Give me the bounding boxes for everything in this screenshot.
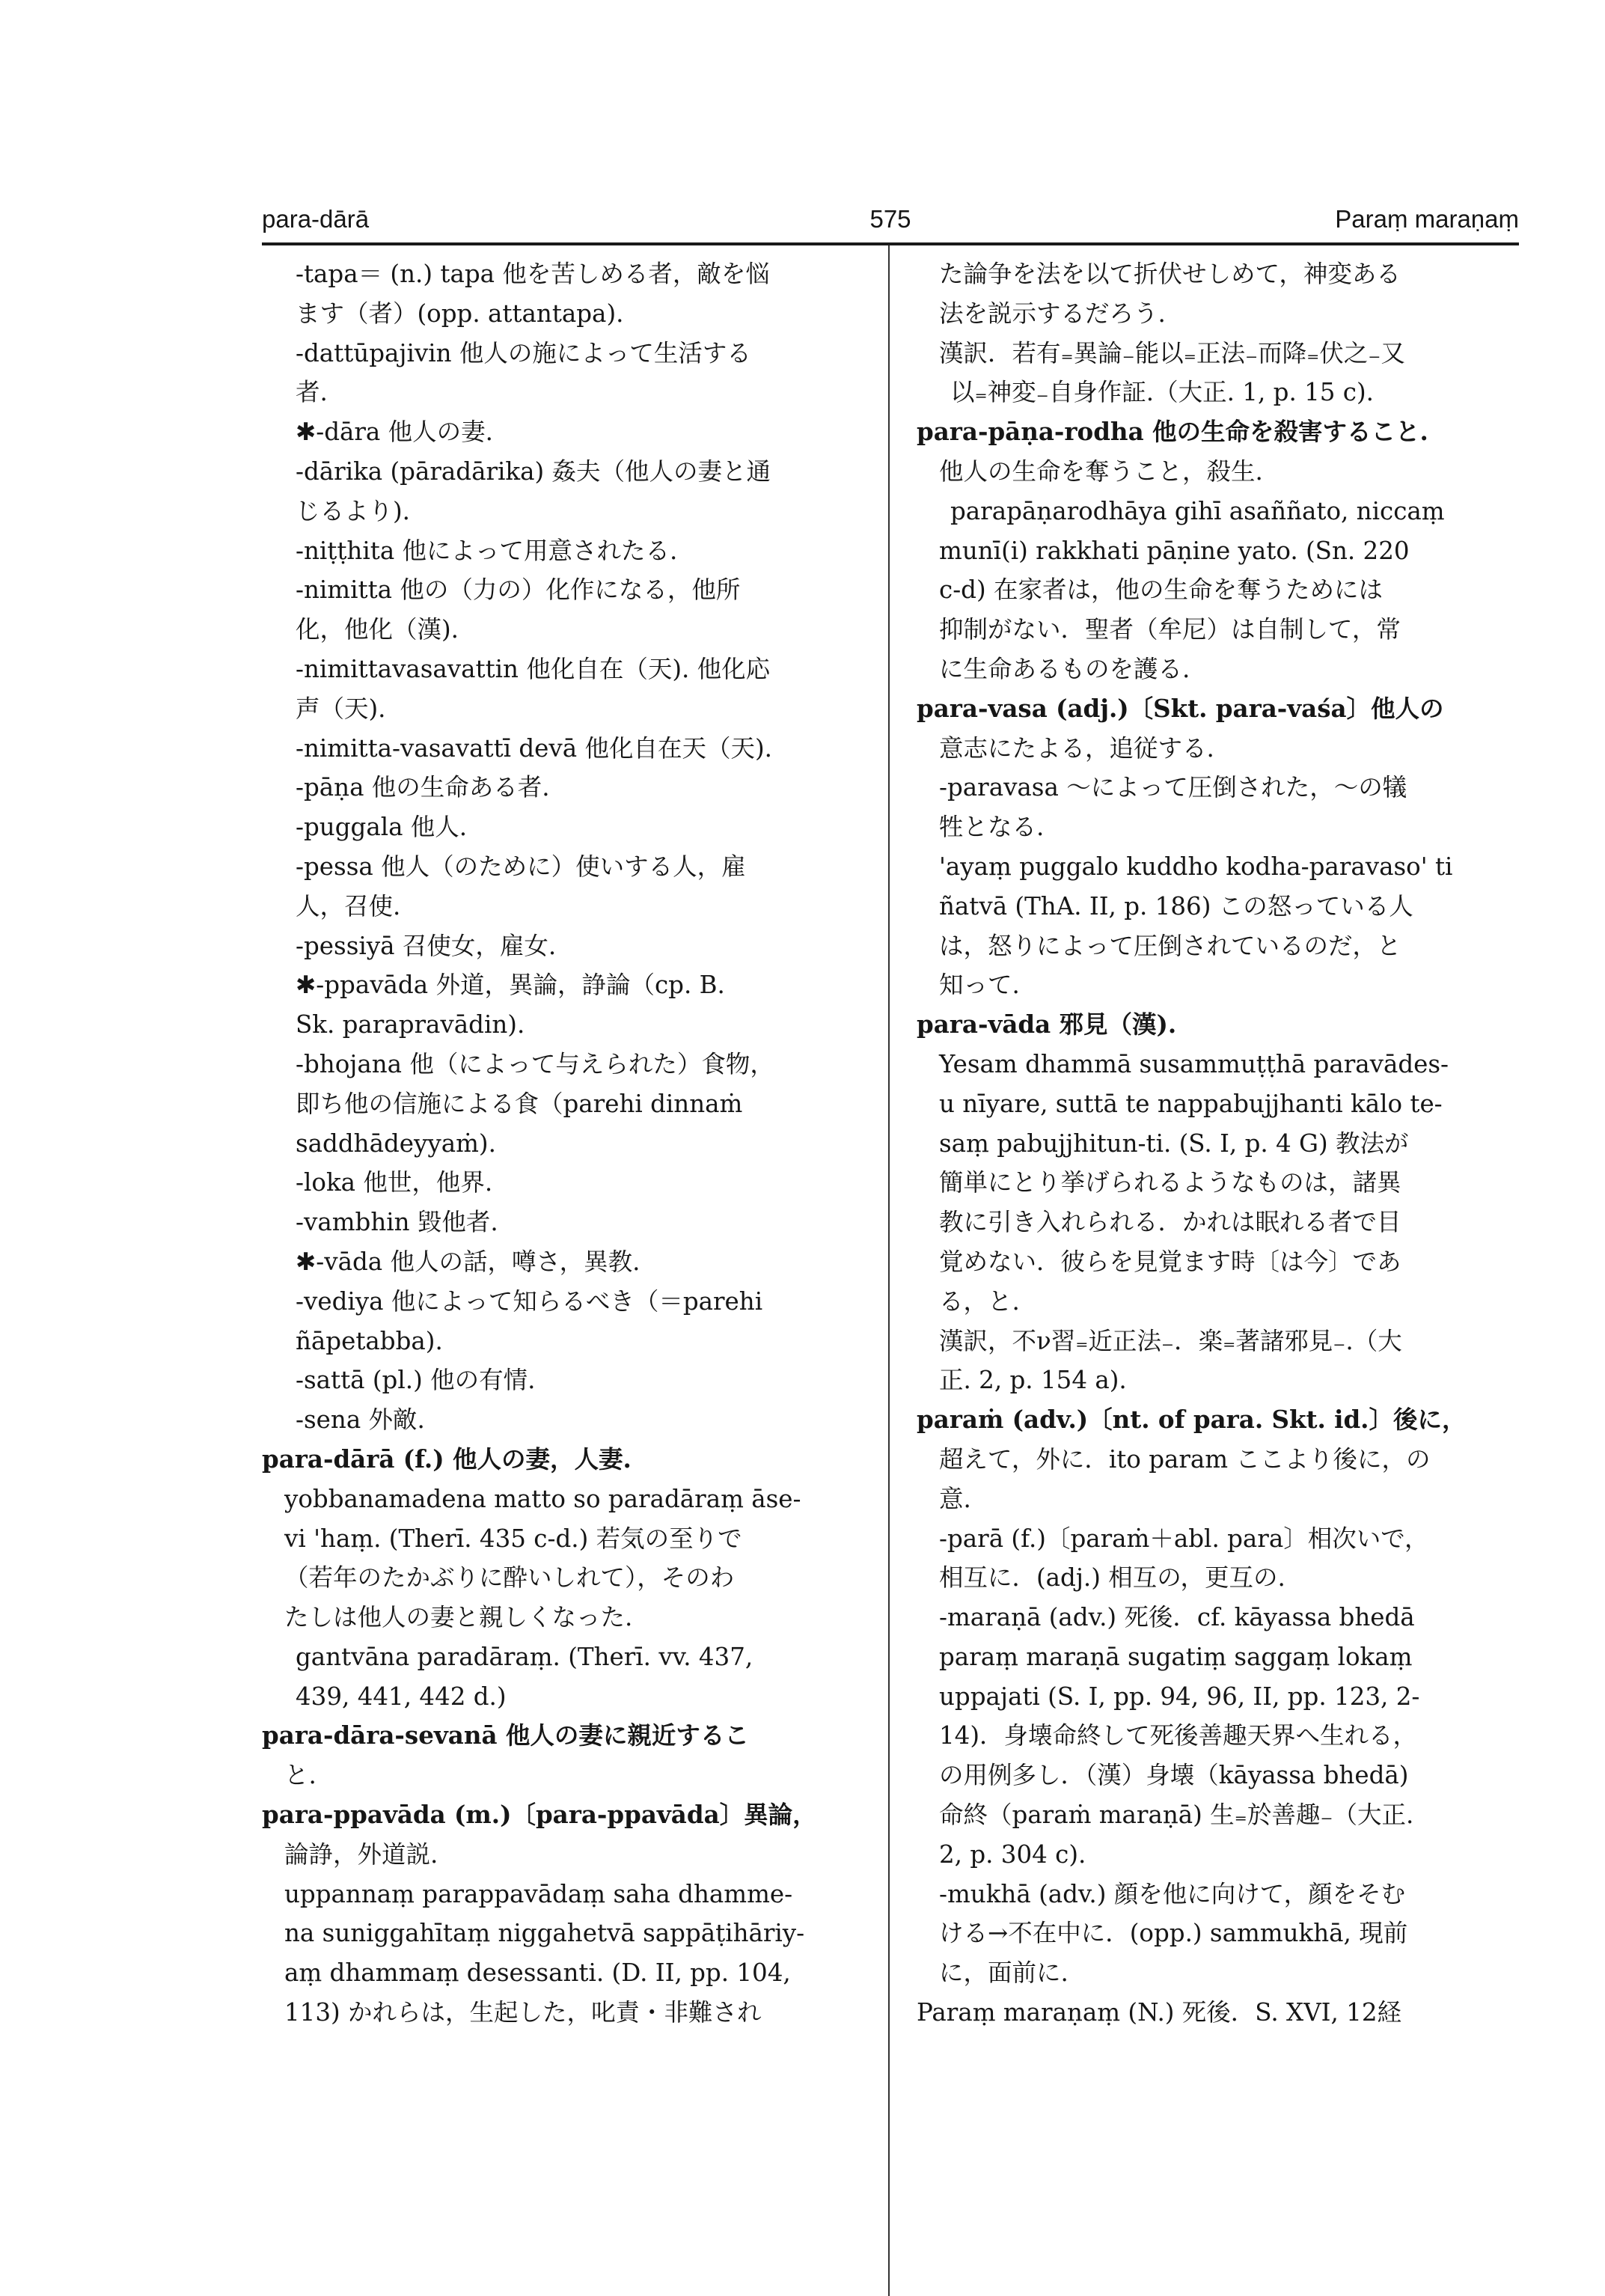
entry-text-line: 化，他化（漢).: [296, 615, 459, 644]
entry-text-line: -nimitta 他の（力の）化作になる，他所: [296, 575, 741, 605]
entry-text-line: 漢訳，不ν習₌近正法₋．楽₌著諸邪見₋.（大: [939, 1326, 1402, 1355]
entry-text-line: ✱-dāra 他人の妻.: [296, 418, 493, 447]
entry-text-line: 簡単にとり挙げられるようなものは，諸異: [939, 1168, 1401, 1197]
right-column: [917, 254, 1519, 2033]
entry-text-line: 抑制がない．聖者（牟尼）は自制して，常: [939, 615, 1401, 644]
entry-text-line: Yesam dhammā susammuṭṭhā paravādes-: [939, 1049, 1449, 1078]
entry-text-line: ñāpetabba).: [296, 1326, 443, 1355]
header-right-guideword: Paraṃ maraṇaṃ: [1335, 205, 1519, 233]
entry-text-line: 113) かれらは，生起した，叱責・非難され: [284, 1998, 762, 2027]
entry-text-line: vi 'haṃ. (Therī. 435 c-d.) 若気の至りで: [284, 1524, 742, 1553]
entry-text-line: parapāṇarodhāya gihī asaññato, niccaṃ: [950, 496, 1445, 525]
entry-text-line: saddhādeyyaṁ).: [296, 1129, 496, 1158]
entry-text-line: に，面前に.: [939, 1958, 1069, 1988]
entry-text-line: -pessiyā 召使女，雇女.: [296, 931, 557, 960]
entry-text-line: 牲となる.: [939, 813, 1045, 842]
entry-text-line: yobbanamadena matto so paradāraṃ āse-: [284, 1484, 801, 1513]
entry-text-line: -dattūpajivin 他人の施によって生活する: [296, 338, 751, 367]
entry-headword-line: para-dāra-sevanā 他人の妻に親近するこ: [262, 1721, 749, 1750]
entry-text-line: -nimitta-vasavattī devā 他化自在天（天).: [296, 733, 772, 763]
entry-text-line: -pāṇa 他の生命ある者.: [296, 773, 550, 802]
entry-text-line: 知って.: [939, 971, 1020, 1000]
entry-text-line: -paravasa ～によって圧倒された，～の犠: [939, 773, 1407, 802]
entry-text-line: paraṃ maraṇā sugatiṃ saggaṃ lokaṃ: [939, 1642, 1413, 1671]
entry-text-line: ける→不在中に．(opp.) sammukhā, 現前: [939, 1919, 1408, 1948]
entry-text-line: （若年のたかぶりに酔いしれて），そのわ: [284, 1563, 735, 1593]
entry-text-line: 意志にたよる，追従する.: [939, 733, 1214, 763]
header-left-guideword: para-dārā: [262, 205, 370, 233]
entry-text-line: -pessa 他人（のために）使いする人，雇: [296, 852, 746, 881]
entry-headword-line: paraṁ (adv.)〔nt. of para. Skt. id.〕後に，: [917, 1405, 1467, 1435]
entry-text-line: と.: [284, 1761, 317, 1790]
entry-text-line: 論諍，外道説.: [284, 1839, 438, 1869]
running-header: [262, 201, 1519, 245]
entry-text-line: 439, 441, 442 d.): [296, 1682, 507, 1711]
column-divider: [888, 245, 890, 2296]
entry-text-line: ✱-vāda 他人の話，噂さ，異教.: [296, 1247, 641, 1276]
entry-text-line: munī(i) rakkhati pāṇine yato. (Sn. 220: [939, 536, 1410, 565]
entry-text-line: -vediya 他によって知らるべき（＝parehi: [296, 1286, 763, 1316]
entry-headword-line: para-vāda 邪見（漢).: [917, 1010, 1177, 1039]
entry-text-line: c-d) 在家者は，他の生命を奪うためには: [939, 575, 1383, 605]
entry-text-line: -dārika (pāradārika) 姦夫（他人の妻と通: [296, 457, 771, 486]
entry-text-line: u nīyare, suttā te nappabujjhanti kālo te-: [939, 1089, 1443, 1118]
entry-text-line: 法を説示するだろう.: [939, 299, 1166, 328]
entry-text-line: gantvāna paradāraṃ. (Therī. vv. 437,: [296, 1642, 753, 1671]
entry-text-line: -sattā (pl.) 他の有情.: [296, 1366, 536, 1395]
entry-text-line: 14)．身壊命終して死後善趣天界へ生れる，: [939, 1721, 1418, 1750]
entry-text-line: ✱-ppavāda 外道，異論，諍論（cp. B.: [296, 971, 725, 1000]
entry-text-line: uppajati (S. I, pp. 94, 96, II, pp. 123, 2-: [939, 1682, 1420, 1711]
entry-headword-line: para-pāṇa-rodha 他の生命を殺害すること.: [917, 417, 1428, 447]
entry-text-line: 以₌神変₋自身作証.（大正. 1, p. 15 c).: [950, 378, 1375, 407]
entry-text-line: -nimittavasavattin 他化自在（天). 他化応: [296, 654, 771, 683]
entry-text-line: -niṭṭhita 他によって用意されたる.: [296, 536, 678, 565]
entry-text-line: Sk. parapravādin).: [296, 1010, 525, 1039]
page-number: 575: [869, 205, 911, 233]
entry-text-line: -vambhin 毀他者.: [296, 1208, 498, 1237]
entry-text-line: 人，召使.: [296, 891, 401, 920]
entry-text-line: aṃ dhammaṃ desessanti. (D. II, pp. 104,: [284, 1958, 791, 1988]
entry-text-line: に生命あるものを護る.: [939, 654, 1190, 683]
entry-text-line: たしは他人の妻と親しくなった.: [284, 1603, 633, 1632]
entry-text-line: る，と.: [939, 1286, 1020, 1316]
entry-text-line: は，怒りによって圧倒されているのだ，と: [939, 931, 1401, 960]
entry-headword-line: para-vasa (adj.)〔Skt. para-vaśa〕他人の: [917, 693, 1444, 723]
entry-text-line: 即ち他の信施による食（parehi dinnaṁ: [296, 1089, 743, 1118]
entry-headword-line: para-dārā (f.) 他人の妻，人妻.: [262, 1444, 632, 1474]
left-column: [262, 254, 868, 2033]
entry-text-line: 他人の生命を奪うこと，殺生.: [939, 457, 1263, 486]
entry-text-line: uppannaṃ parappavādaṃ saha dhamme-: [284, 1879, 793, 1908]
entry-text-line: ます（者）(opp. attantapa).: [296, 299, 624, 328]
entry-text-line: た論争を法を以て折伏せしめて，神変ある: [939, 260, 1401, 288]
entry-text-line: の用例多し．（漢）身壊（kāyassa bhedā): [939, 1761, 1409, 1790]
entry-text-line: じるより).: [296, 496, 411, 525]
entry-text-line: -puggala 他人.: [296, 813, 468, 842]
entry-text-line: na suniggahītaṃ niggahetvā sappāṭihāriy-: [284, 1919, 805, 1948]
entry-text-line: -mukhā (adv.) 顔を他に向けて，顔をそむ: [939, 1879, 1406, 1908]
entry-text-line: 覚めない．彼らを見覚ます時〔は今〕であ: [939, 1247, 1401, 1276]
entry-headword-line: Paraṃ maraṇaṃ (N.) 死後．S. XVI, 12経: [917, 1998, 1402, 2027]
entry-text-line: 正. 2, p. 154 a).: [939, 1366, 1127, 1395]
entry-text-line: 教に引き入れられる．かれは眠れる者で目: [939, 1208, 1401, 1237]
entry-text-line: 2, p. 304 c).: [939, 1839, 1086, 1869]
entry-text-line: -loka 他世，他界.: [296, 1168, 493, 1197]
entry-text-line: -parā (f.)〔paraṁ＋abl. para〕相次いで，: [939, 1524, 1429, 1553]
entry-text-line: 相互に．(adj.) 相互の，更互の.: [939, 1563, 1285, 1593]
entry-text-line: 声（天).: [296, 694, 386, 723]
entry-text-line: 意.: [939, 1484, 971, 1513]
entry-text-line: 漢訳．若有₌異論₋能以₌正法₋而降₌伏之₋又: [939, 338, 1405, 367]
entry-text-line: -sena 外敵.: [296, 1405, 425, 1435]
entry-text-line: ñatvā (ThA. II, p. 186) この怒っている人: [939, 891, 1413, 920]
entry-text-line: -bhojana 他（によって与えられた）食物，: [296, 1049, 774, 1078]
entry-text-line: 命終（paraṁ maraṇā) 生₌於善趣₋（大正.: [939, 1801, 1414, 1830]
entry-text-line: 'ayaṃ puggalo kuddho kodha-paravaso' ti: [939, 852, 1453, 881]
entry-text-line: -tapa＝ (n.) tapa 他を苦しめる者，敵を悩: [296, 260, 770, 288]
entry-text-line: 者.: [296, 378, 328, 407]
entry-text-line: -maraṇā (adv.) 死後．cf. kāyassa bhedā: [939, 1603, 1415, 1632]
entry-text-line: saṃ pabujjhitun-ti. (S. I, p. 4 G) 教法が: [939, 1129, 1409, 1158]
entry-headword-line: para-ppavāda (m.)〔para-ppavāda〕異論，: [262, 1800, 817, 1830]
entry-text-line: 超えて，外に．ito param ここより後に，の: [939, 1444, 1431, 1474]
